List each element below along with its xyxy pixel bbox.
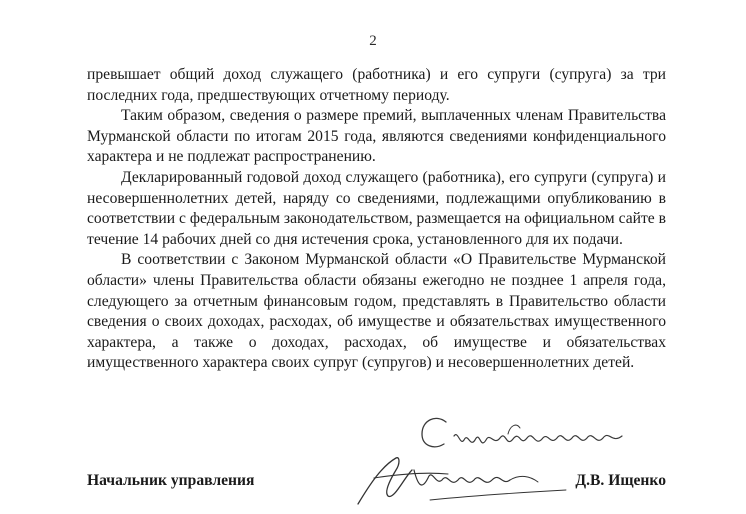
letter-body — [87, 65, 666, 374]
paragraph-3: Декларированный годовой доход служащего (работника), его супруги (супруга) и несовершеннолетних детей, наряду со сведениями, подлежащими опубликованию в соответствии с федеральным законодательством, размещается на официальном сайте в течение 14 рабочих дней со дня истечения срока, установленного для их подачи. — [87, 168, 666, 248]
paragraph-1: превышает общий доход служащего (работника) и его супруги (супруга) за три последних года, предшествующих отчетному периоду. — [87, 66, 666, 104]
signer-name: Д.В. Ищенко — [575, 472, 666, 489]
signature-block — [87, 472, 666, 494]
signer-title: Начальник управления — [87, 472, 255, 489]
paragraph-2: Таким образом, сведения о размере премий, выплаченных членам Правительства Мурманской области по итогам 2015 года, являются сведениями конфиденциального характера и не подлежат распространению. — [87, 107, 666, 166]
page-number: 2 — [369, 33, 377, 49]
paragraph-4: В соответствии с Законом Мурманской области «О Правительстве Мурманской области» члены Правительства области обязаны ежегодно не позднее 1 апреля года, следующего за отчетным финансовым годом, представлять в Правительство области сведения о своих доходах, расходах, об имуществе и обязательствах имущественного характера, а также о доходах, расходах, об имуществе и обязательствах имущественного характера своих супруг (супругов) и несовершеннолетних детей. — [87, 251, 666, 372]
